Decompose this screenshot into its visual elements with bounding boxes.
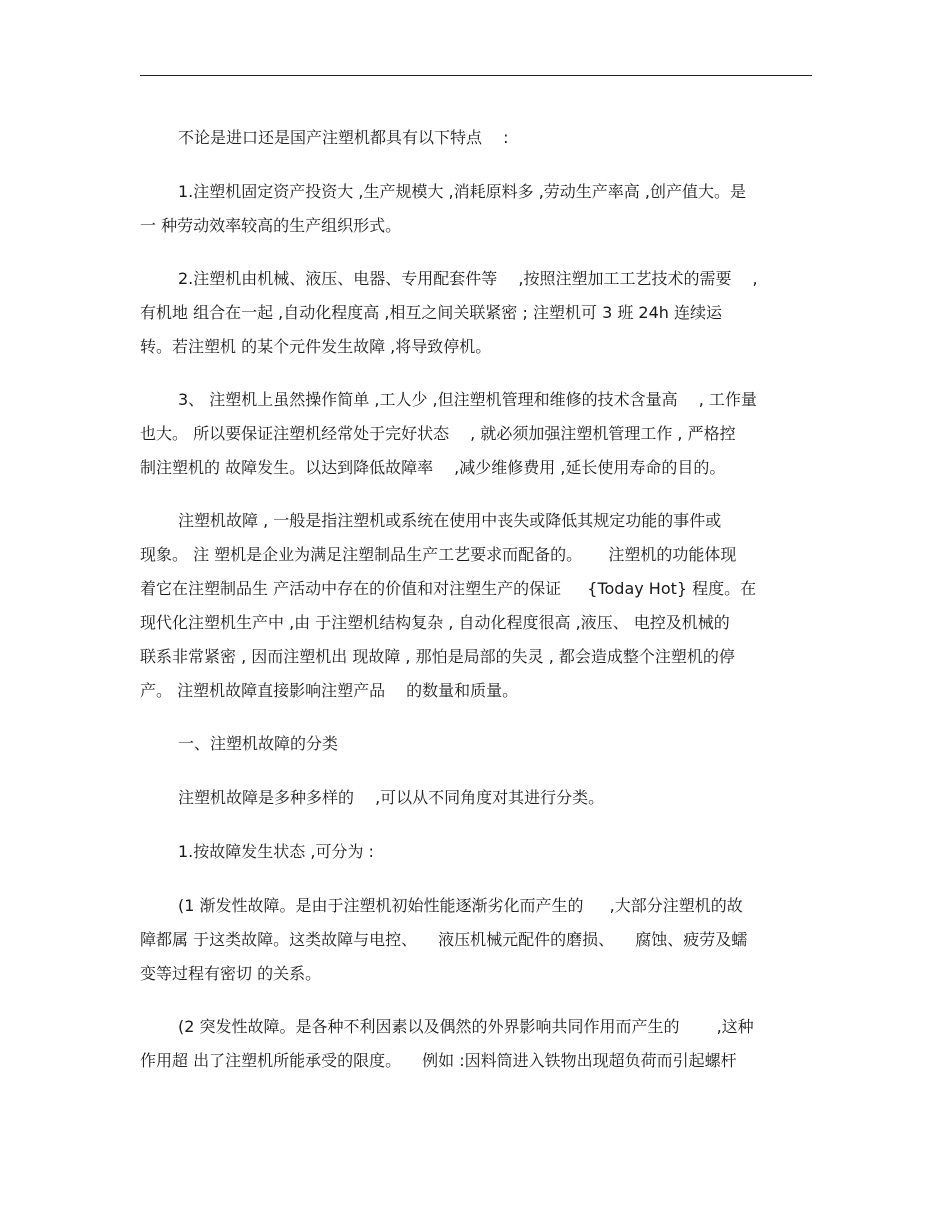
text-line: 也大。 所以要保证注塑机经常处于完好状态 , 就必须加强注塑机管理工作 , 严格控 bbox=[140, 424, 736, 443]
text-line: 1.注塑机固定资产投资大 ,生产规模大 ,消耗原料多 ,劳动生产率高 ,创产值大。是 bbox=[178, 182, 746, 201]
text-line: 着它在注塑制品生 产活动中存在的价值和对注塑生产的保证 {Today Hot} 程度。在 bbox=[140, 579, 757, 598]
text-line: 现象。 注 塑机是企业为满足注塑制品生产工艺要求而配备的。 注塑机的功能体现 bbox=[140, 545, 737, 564]
paragraph-gradual-fault bbox=[140, 889, 812, 991]
text-line: 有机地 组合在一起 ,自动化程度高 ,相互之间关联紧密 ; 注塑机可 3 班 24h 连续运 bbox=[140, 303, 723, 322]
text-line: 一、注塑机故障的分类 bbox=[178, 734, 339, 753]
paragraph-sudden-fault bbox=[140, 1010, 812, 1078]
section-heading bbox=[140, 727, 812, 761]
text-line: 1.按故障发生状态 ,可分为 : bbox=[178, 842, 374, 861]
text-line: 现代化注塑机生产中 ,由 于注塑机结构复杂 , 自动化程度很高 ,液压、 电控及机械的 bbox=[140, 613, 730, 632]
header-rule bbox=[140, 75, 812, 76]
text-line: 联系非常紧密 , 因而注塑机出 现故障 , 那怕是局部的失灵 , 都会造成整个注塑机的停 bbox=[140, 647, 735, 666]
text-line: 产。 注塑机故障直接影响注塑产品 的数量和质量。 bbox=[140, 681, 519, 700]
paragraph-point-2 bbox=[140, 262, 812, 364]
text-line: 转。若注塑机 的某个元件发生故障 ,将导致停机。 bbox=[140, 337, 492, 356]
paragraph-by-state bbox=[140, 835, 812, 869]
text-line: 变等过程有密切 的关系。 bbox=[140, 964, 322, 983]
paragraph-fault-definition bbox=[140, 504, 812, 708]
text-line: (1 渐发性故障。是由于注塑机初始性能逐渐劣化而产生的 ,大部分注塑机的故 bbox=[178, 896, 743, 915]
text-line: (2 突发性故障。是各种不利因素以及偶然的外界影响共同作用而产生的 ,这种 bbox=[178, 1017, 754, 1036]
text-line: 障都属 于这类故障。这类故障与电控、 液压机械元配件的磨损、 腐蚀、疲劳及蠕 bbox=[140, 930, 748, 949]
document-body bbox=[140, 121, 812, 1078]
paragraph-intro bbox=[140, 121, 812, 155]
paragraph-classification-intro bbox=[140, 781, 812, 815]
text-line: 一 种劳动效率较高的生产组织形式。 bbox=[140, 216, 402, 235]
text-line: 2.注塑机由机械、液压、电器、专用配套件等 ,按照注塑加工工艺技术的需要 , bbox=[178, 269, 758, 288]
text-line: 3、 注塑机上虽然操作简单 ,工人少 ,但注塑机管理和维修的技术含量高 , 工作量 bbox=[178, 390, 757, 409]
text-line: 注塑机故障 , 一般是指注塑机或系统在使用中丧失或降低其规定功能的事件或 bbox=[178, 511, 722, 530]
text-line: 不论是进口还是国产注塑机都具有以下特点 : bbox=[178, 128, 509, 147]
text-line: 制注塑机的 故障发生。以达到降低故障率 ,减少维修费用 ,延长使用寿命的目的。 bbox=[140, 458, 726, 477]
text-line: 作用超 出了注塑机所能承受的限度。 例如 :因料筒进入铁物出现超负荷而引起螺杆 bbox=[140, 1051, 737, 1070]
paragraph-point-3 bbox=[140, 383, 812, 485]
paragraph-point-1 bbox=[140, 175, 812, 243]
text-line: 注塑机故障是多种多样的 ,可以从不同角度对其进行分类。 bbox=[178, 788, 605, 807]
